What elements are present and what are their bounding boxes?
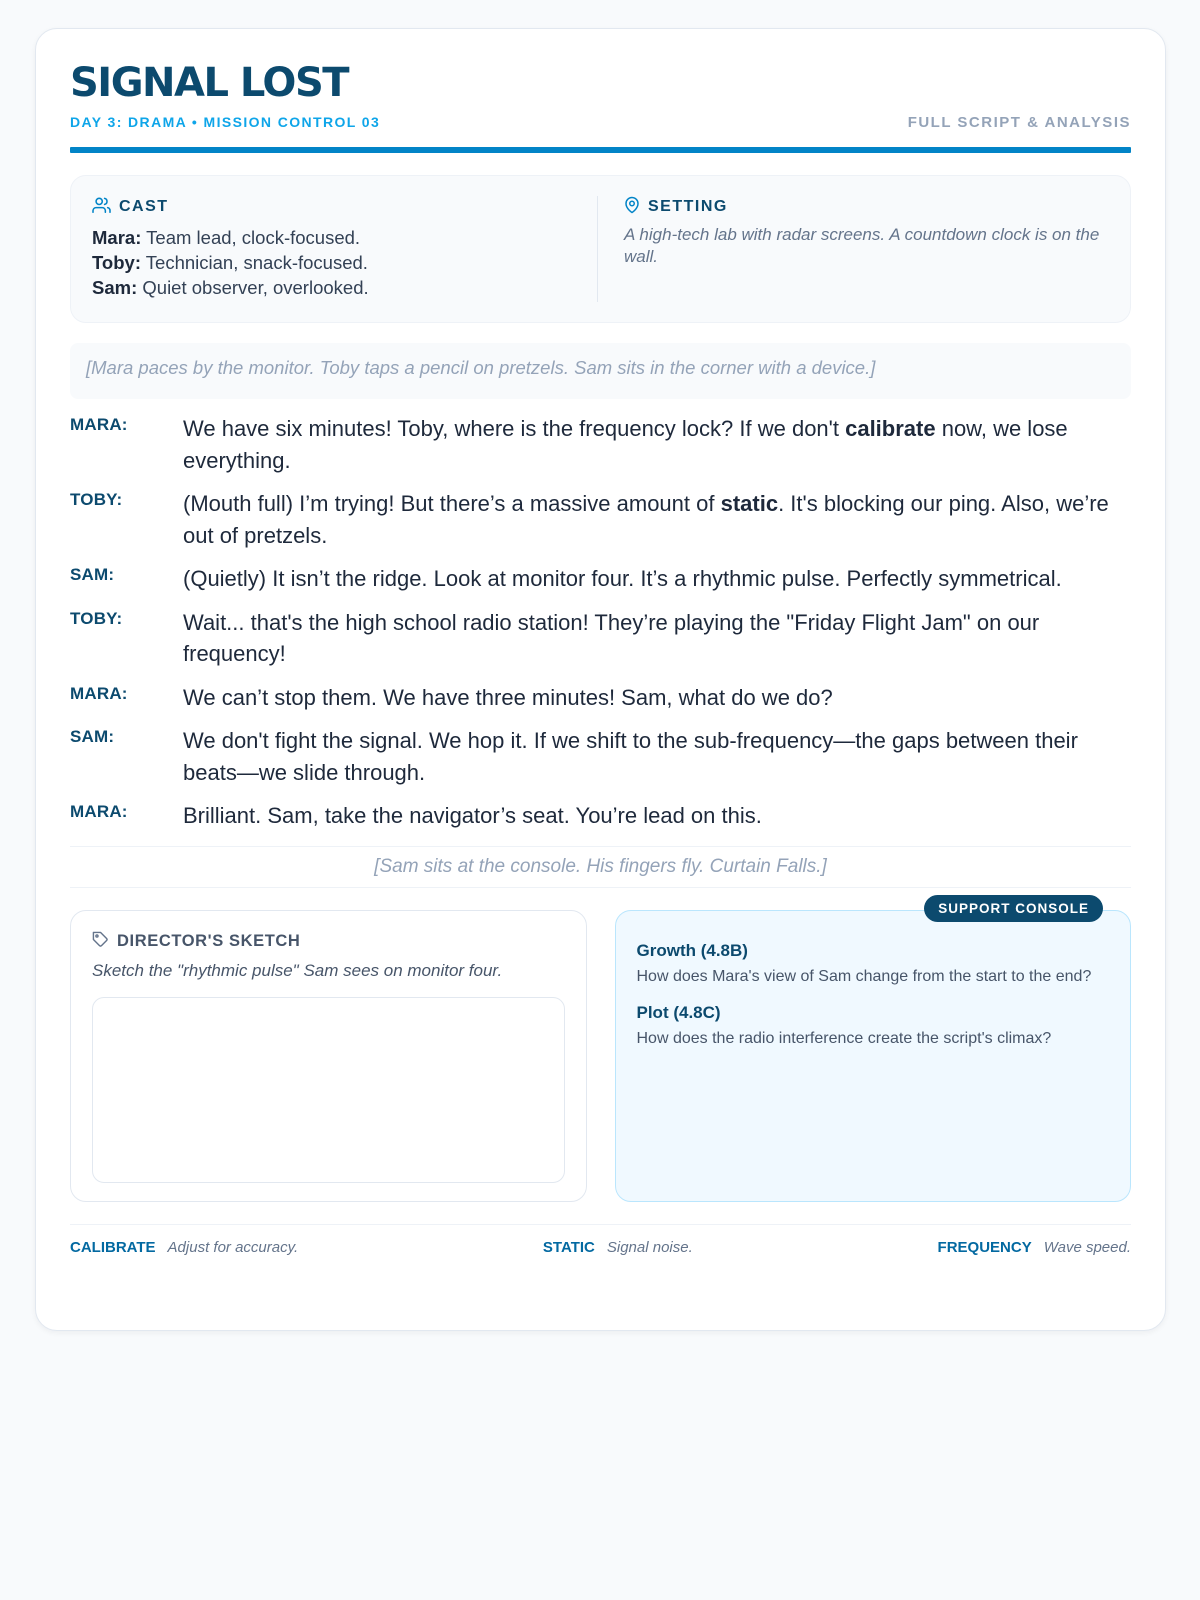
cast-section bbox=[92, 196, 597, 302]
cast-heading-label: CAST bbox=[119, 198, 169, 215]
cast-member-desc: Technician, snack-focused. bbox=[145, 252, 368, 273]
header-subrow bbox=[70, 111, 1131, 133]
speech-text: Wait... that's the high school radio station! They’re playing the "Friday Flight Jam" on our frequency! bbox=[183, 609, 1040, 666]
dialogue-line bbox=[70, 682, 1131, 714]
sketch-drawing-area[interactable] bbox=[92, 997, 565, 1183]
question-title: Growth (4.8B) bbox=[636, 940, 748, 960]
glossary-item bbox=[70, 1239, 298, 1256]
glossary-item bbox=[938, 1239, 1131, 1256]
setting-section bbox=[597, 196, 1109, 302]
map-pin-icon bbox=[624, 196, 640, 219]
vocab-term: static bbox=[720, 491, 779, 516]
speaker-name: SAM: bbox=[70, 727, 115, 746]
speaker-name: MARA: bbox=[70, 683, 128, 703]
glossary-definition: Signal noise. bbox=[606, 1238, 693, 1256]
glossary-term: CALIBRATE bbox=[70, 1238, 156, 1256]
dialogue-line bbox=[70, 413, 1131, 476]
page-title: SIGNAL LOST bbox=[70, 60, 349, 106]
page-subtitle: DAY 3: DRAMA • MISSION CONTROL 03 bbox=[70, 114, 381, 130]
speaker-name: TOBY: bbox=[70, 608, 123, 628]
cast-member bbox=[92, 250, 577, 275]
script-card bbox=[35, 28, 1166, 1331]
cast-member-name: Toby: bbox=[92, 252, 141, 273]
stage-direction-open: [Mara paces by the monitor. Toby taps a pencil on pretzels. Sam sits in the corner with a device.] bbox=[70, 343, 1131, 399]
glossary-definition: Adjust for accuracy. bbox=[167, 1238, 299, 1256]
dialogue-line bbox=[70, 800, 1131, 832]
directors-sketch-panel bbox=[70, 910, 587, 1202]
cast-member-name: Mara: bbox=[92, 227, 142, 248]
speech-text: We can’t stop them. We have three minutes! Sam, what do we do? bbox=[183, 684, 833, 710]
vocab-term: calibrate bbox=[845, 416, 936, 441]
sketch-heading-label: DIRECTOR'S SKETCH bbox=[117, 932, 301, 950]
tag-icon bbox=[92, 931, 109, 953]
speech-text: We don't fight the signal. We hop it. If we shift to the sub-frequency—the gaps between their beats—we slide through. bbox=[183, 728, 1078, 785]
speaker-name: SAM: bbox=[70, 565, 115, 584]
cast-list bbox=[92, 225, 577, 300]
speaker-name: MARA: bbox=[70, 415, 128, 434]
stage-direction-close: [Sam sits at the console. His fingers fly. Curtain Falls.] bbox=[70, 846, 1131, 888]
speech-text: (Mouth full) I’m trying! But there’s a massive amount of static. It's blocking our ping. Also, we’re out of pretzels. bbox=[183, 491, 1109, 548]
cast-member bbox=[92, 225, 577, 250]
glossary bbox=[70, 1224, 1131, 1256]
dialogue bbox=[70, 413, 1131, 832]
info-panel bbox=[70, 175, 1131, 323]
question-block bbox=[637, 1003, 1110, 1049]
header-divider bbox=[70, 147, 1131, 153]
dialogue-line bbox=[70, 607, 1131, 670]
setting-heading bbox=[624, 196, 1109, 218]
dialogue-line bbox=[70, 725, 1131, 788]
speech-text: (Quietly) It isn’t the ridge. Look at monitor four. It’s a rhythmic pulse. Perfectly symmetrical. bbox=[183, 566, 1062, 591]
speech-text: We have six minutes! Toby, where is the frequency lock? If we don't calibrate now, we lose everything. bbox=[183, 416, 1068, 473]
support-console-panel bbox=[615, 900, 1132, 1202]
glossary-definition: Wave speed. bbox=[1043, 1238, 1131, 1256]
cast-member-desc: Team lead, clock-focused. bbox=[146, 227, 361, 248]
setting-heading-label: SETTING bbox=[648, 198, 728, 215]
cast-member-desc: Quiet observer, overlooked. bbox=[142, 277, 369, 298]
speaker-name: TOBY: bbox=[70, 490, 123, 509]
dialogue-line bbox=[70, 488, 1131, 551]
activity-row bbox=[70, 900, 1131, 1202]
glossary-term: FREQUENCY bbox=[937, 1238, 1032, 1256]
speech-text: Brilliant. Sam, take the navigator’s seat. You’re lead on this. bbox=[183, 803, 762, 828]
users-icon bbox=[92, 196, 111, 218]
support-console-badge: SUPPORT CONSOLE bbox=[924, 895, 1103, 922]
cast-heading bbox=[92, 196, 577, 218]
question-title: Plot (4.8C) bbox=[636, 1002, 721, 1022]
question-text: How does Mara's view of Sam change from the start to the end? bbox=[636, 967, 1092, 985]
dialogue-line bbox=[70, 563, 1131, 595]
question-block bbox=[637, 941, 1110, 987]
setting-description: A high-tech lab with radar screens. A countdown clock is on the wall. bbox=[624, 225, 1100, 266]
cast-member-name: Sam: bbox=[92, 277, 138, 298]
glossary-term: STATIC bbox=[542, 1238, 595, 1256]
header-right-label: FULL SCRIPT & ANALYSIS bbox=[907, 113, 1131, 131]
sketch-prompt: Sketch the "rhythmic pulse" Sam sees on monitor four. bbox=[92, 960, 503, 980]
sketch-heading bbox=[92, 931, 565, 953]
cast-member bbox=[92, 275, 577, 300]
question-text: How does the radio interference create the script's climax? bbox=[636, 1029, 1052, 1047]
glossary-item bbox=[543, 1239, 693, 1256]
speaker-name: MARA: bbox=[70, 802, 128, 821]
